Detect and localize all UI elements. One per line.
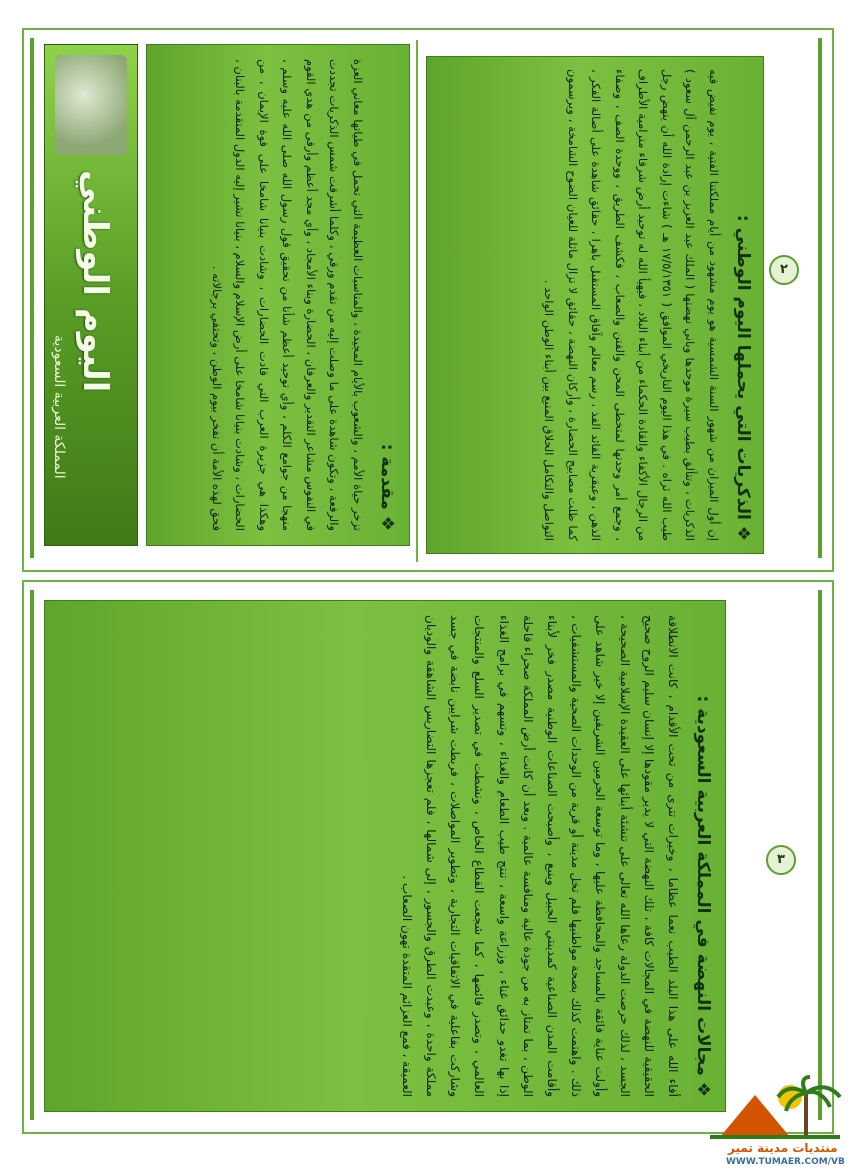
intro-text-block	[205, 59, 398, 531]
portrait-image	[55, 55, 127, 155]
renaissance-text-block	[395, 615, 713, 1097]
page-number-bottom: ٣	[766, 845, 796, 875]
renaissance-heading: ❖ مجالات النهضة في المملكة العربية السعودية :	[693, 695, 713, 1097]
intro-heading: ❖ مقدمة :	[377, 443, 397, 531]
top-fold-line	[416, 40, 418, 562]
intro-paragraph: تزخر حياة الأمم ، والشعوب بالأيام المجيدة ، والمناسبات العظيمة التي تحمل في طياتها معاني العزة والرفعة ، وتكون شاهدة على ما وصلت إليه من تقدم ورقي ، وكلما أشرقت شمس الذكريات تجددت في النفوس مشاعر التقدير والعرفان ، الحضارة وبناء الأمجاد ، وأي مجد أعظم وأرقى من هدي القوم منهجا من جوامع الكلم ، وأي توحيد أعظم شأنا من تحقيق قول رسول الله صلى الله عليه وسلم ، وهكذا هي جزيرة العرب التي قادت الحضارات ، وشادت بنيانا شامخا على قوة الإيمان ، من الحضارات ، وشادت بنيانا شامخا على أرض الإسلام والسلام ، بنيانا تشير إليه الدول المتقدمة بالبنان ، فحق لهذه الأمة أن تفخر بيوم الوطن ، وتحتفي برجالاته .	[210, 59, 365, 531]
bottom-stripe-right	[818, 590, 822, 1120]
intro-panel	[146, 44, 410, 546]
renaissance-panel	[44, 600, 726, 1112]
forum-logo	[700, 1075, 845, 1167]
top-stripe-right	[818, 38, 822, 558]
palm-mountain-icon	[700, 1075, 845, 1145]
top-stripe-left	[30, 38, 34, 558]
national-day-banner	[44, 44, 138, 546]
forum-name: منتديات مدينة تمير	[728, 1141, 838, 1155]
memories-heading: ❖ الذكريات التي يحملها اليوم الوطني :	[733, 214, 753, 541]
memories-panel	[426, 56, 764, 554]
page-number-top: ٢	[769, 255, 799, 285]
banner-subtitle: المملكة العربية السعودية	[51, 335, 67, 479]
renaissance-paragraph: أفاء الله على هذا البلد الطيب نعما عظاما ، وخيرات تترى من تحت الأقدام ، كانت الانطلاقة الحقيقية للنهضة في المجالات كافة ، تلك النهضة التي لا يدير مقودها إلا إنسان سليم الروح صحيح الجسد ، لذلك حرصت الدولة رعاها الله تعالى على تنشئة أبنائها على العقيدة الإسلامية الصحيحة ، وأولت عناية فائقة بالمساجد والمحافظة عليها ، وما توسعة الحرمين الشريفين إلا خير شاهد على ذلك . واهتمت كذلك بصحة مواطنيها فلم تخل مدينة أو قرية من الوحدات الصحية والمستشفيات ، وأقامت المدن الصناعية كمدينتي الجبيل وينبع ، وأصبحت الصناعات الوطنية مصدر فخر لأبناء الوطن ، بما تمتاز به من جودة عالية ومنافسة عالمية . وبعد أن كانت أرض المملكة صحراء قاحلة إذا بها تغدو حدائق غناء ، وزراعة واسعة ، تنتج طيب الطعام والغذاء ، وتسهم في برامج الغذاء العالمي ، وتصدر فائضها ، كما شجعت القطاع الخاص ، ونشطت في تصدير السلع والمنتجات وشاركت بفاعلية في الاتفاقيات التجارية ، وتطوير المواصلات ، فربطت شرايين نابضة في جسد مملكة واحدة ، وعبدت الطرق والجسور ، إلى شمالها ، فلم تعجزها التضاريس الشاهقة والوديان العميقة ، فمع العزائم المتقدة تهون الصعاب .	[399, 615, 680, 1097]
memories-paragraph: إن أول الميزان من شهور السنة الشمسية هو يوم مشهود من أيام مملكتنا الفتية ، يوم تفيض فيه الذكريات ، وتتألق بطيب سيرة موحدها وباني نهضتها ( الملك عبد العزيز بن عبد الرحمن آل سعود ) طيب الله ثراه . في هذا اليوم التاريخي الموافق ( ١٧/٥/١٣٥١ هـ ) شاءت إرادة الله أن ينهض رجل من الرجال الأكفاء والقادة الحكماء من أبناء البلاد ، فيهيأ الله له توحيد أرض شرقاء مترامية الأطراف ، وجمع أمر وحدتها لمتخطى المحن والفتن والصعاب ، فكشف الطريق ، ووحدة الصف ، وصفاء الذهن ، وعبقرية القائد الفذ ، رسم معالم وآفاق المستقبل باهرا ، حقائق شاهدة على أصالة الفكر ، كما ظلت مصابيح الحضارة ، وأركان النهضة ، حقائق لا تزال ماثلة للعيان الضوح الشامخة ، ويرسمون التواصل والتكامل الحلاق المنبع بين أبناء الوطن الواحد .	[542, 69, 721, 542]
forum-url[interactable]: WWW.TUMAER.COM/VB	[726, 1157, 845, 1167]
banner-calligraphy: اليوم الوطني	[75, 170, 115, 393]
memories-text-block	[537, 69, 753, 541]
bottom-stripe-left	[30, 590, 34, 1120]
